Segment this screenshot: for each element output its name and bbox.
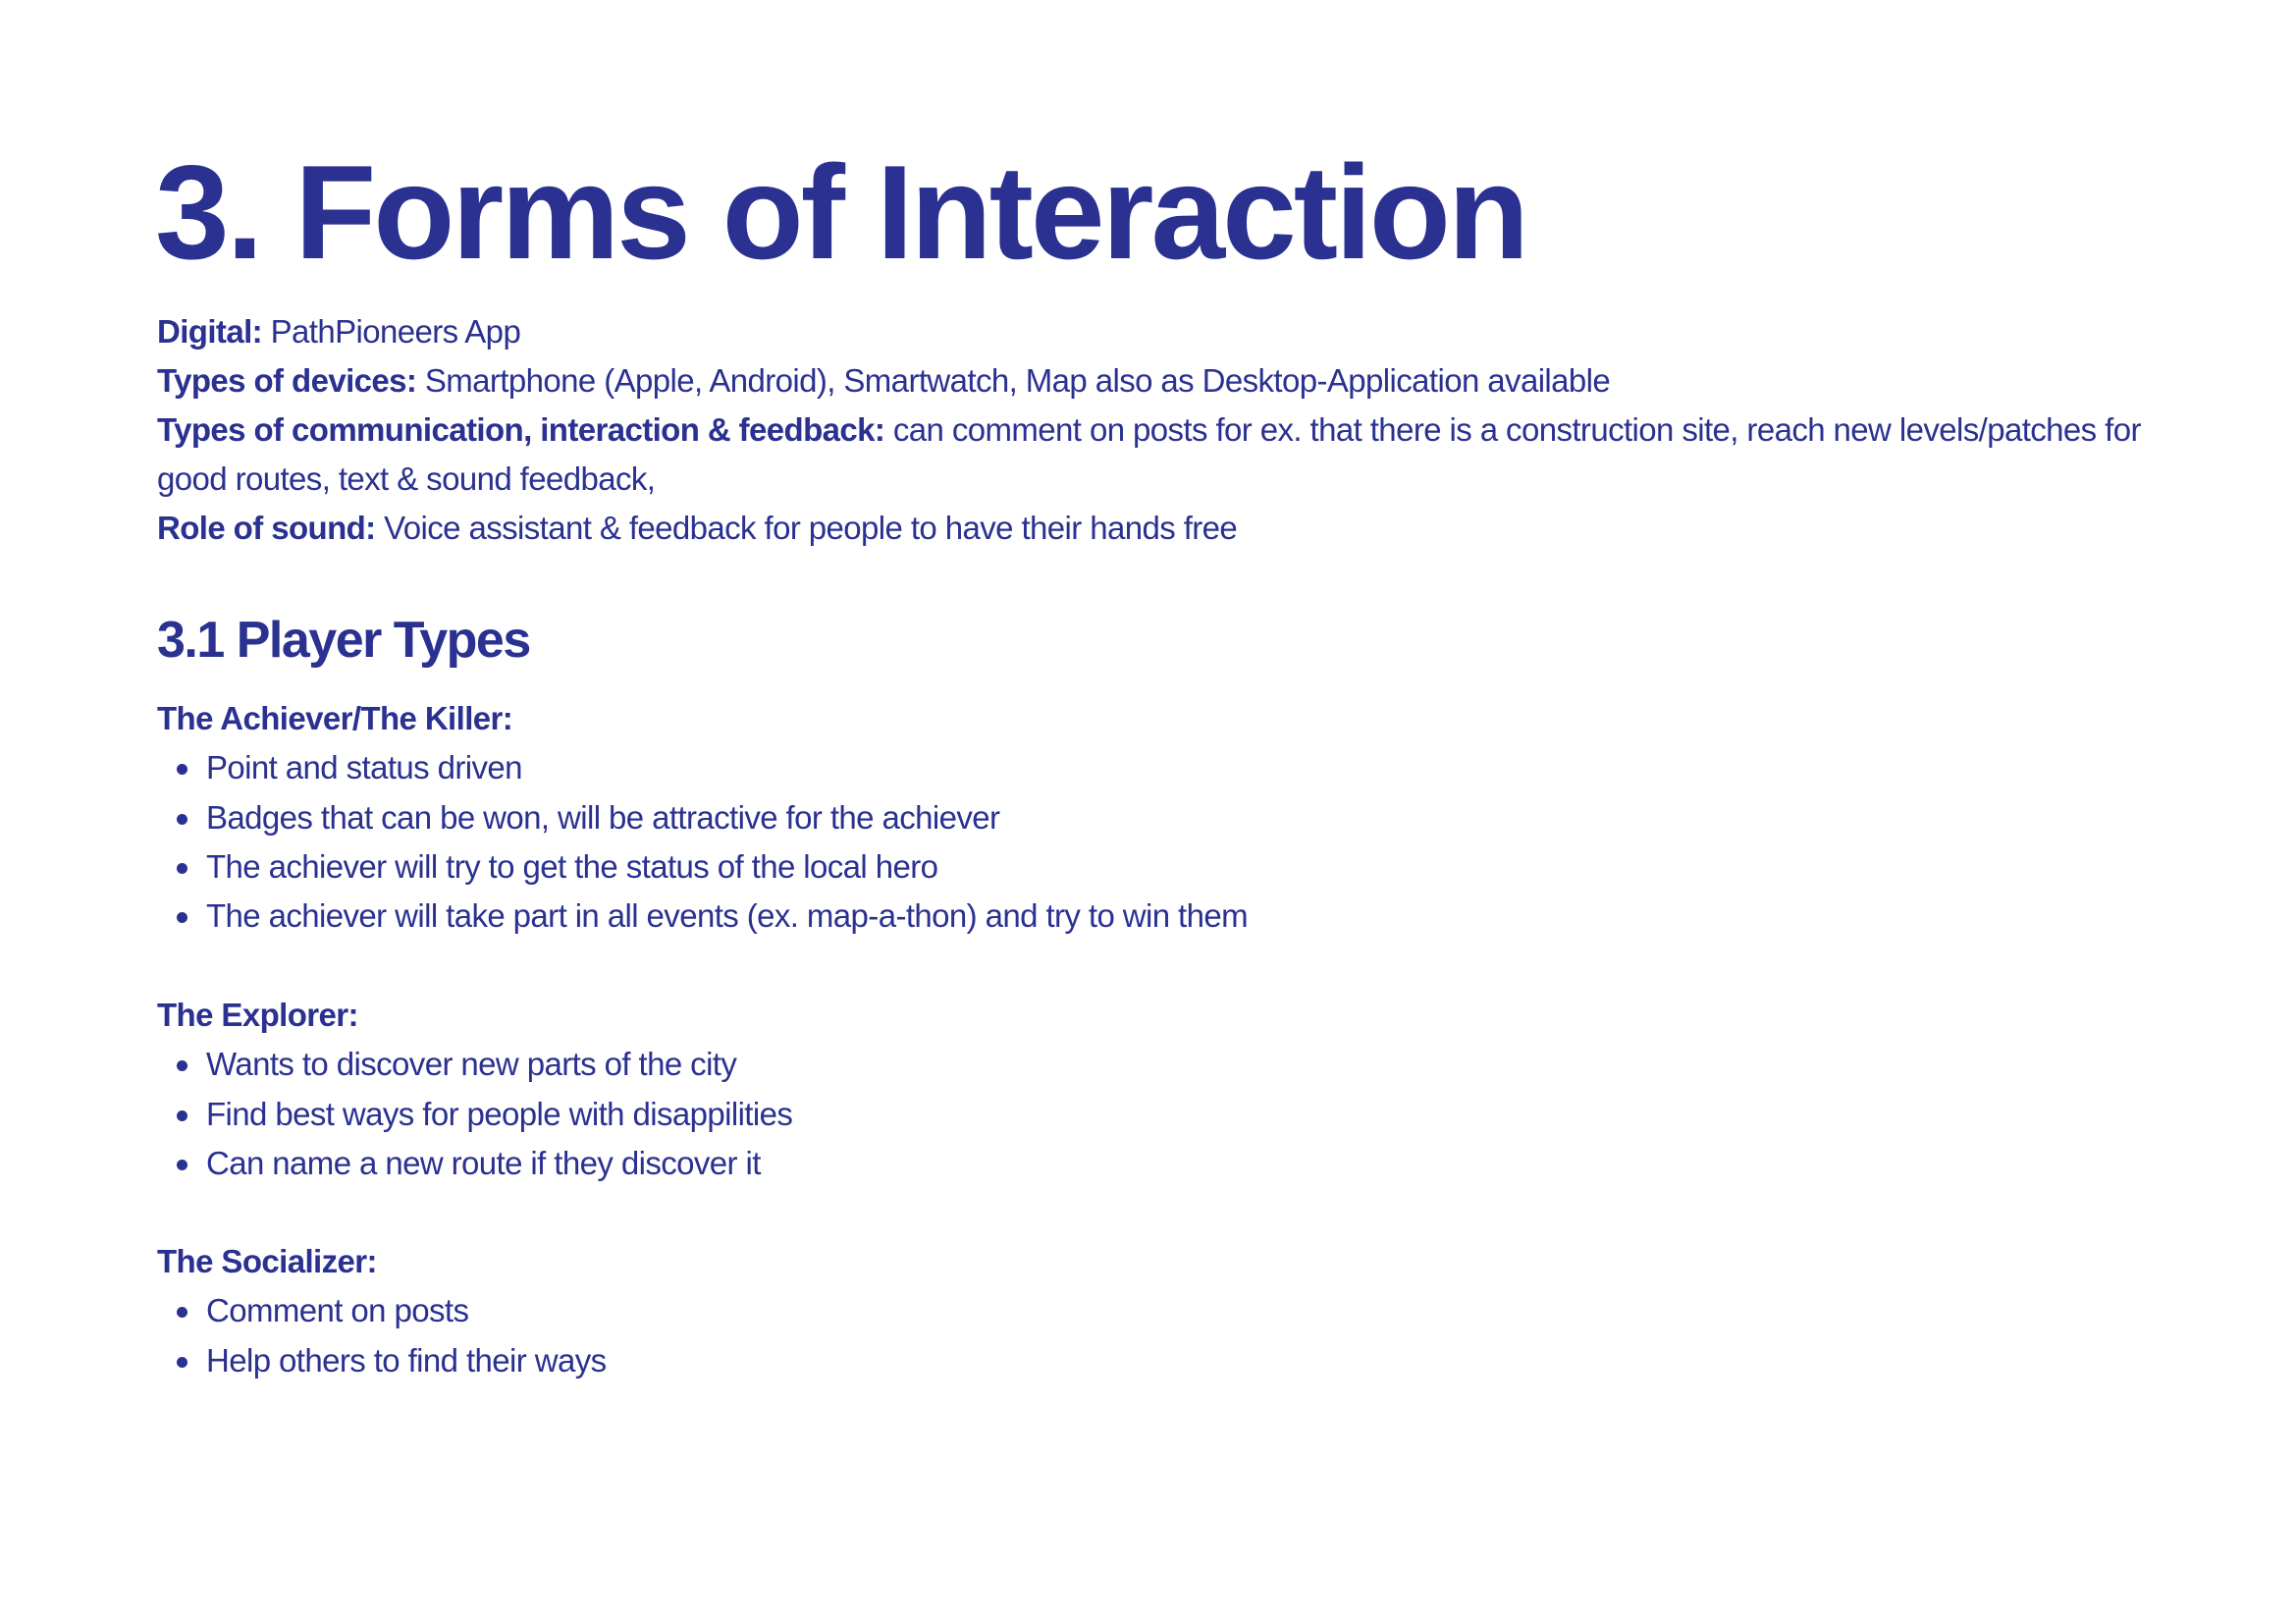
bullet-icon (177, 863, 187, 874)
meta-communication (157, 406, 2160, 504)
list-item (157, 1286, 1924, 1335)
player-type-label: The Socializer: (157, 1243, 377, 1279)
bullet-icon (177, 1060, 187, 1071)
player-type-achiever (157, 694, 1924, 941)
meta-value: can comment on posts for ex. that there is a construction site, reach new levels/patches for good routes, text & sound feedback, (157, 411, 2141, 497)
list-item (157, 1090, 1924, 1139)
bullet-icon (177, 1110, 187, 1121)
list-item-text: Badges that can be won, will be attractive for the achiever (206, 798, 1000, 836)
list-item-text: Point and status driven (206, 749, 522, 786)
bullet-icon (177, 814, 187, 825)
meta-value: PathPioneers App (262, 313, 521, 350)
meta-label: Digital: (157, 313, 263, 350)
list-item (157, 892, 1924, 941)
section-title: 3.1 Player Types (157, 612, 530, 669)
meta-devices (157, 356, 2160, 406)
meta-sound (157, 504, 2160, 553)
interaction-overview (157, 307, 2160, 553)
bullet-icon (177, 1160, 187, 1170)
list-item-text: Can name a new route if they discover it (206, 1144, 761, 1181)
bullet-icon (177, 912, 187, 923)
list-item-text: Find best ways for people with disappilities (206, 1095, 793, 1132)
meta-value: Smartphone (Apple, Android), Smartwatch, Map also as Desktop-Application available (416, 362, 1611, 399)
list-item (157, 1139, 1924, 1188)
list-item (157, 793, 1924, 842)
bullet-icon (177, 1307, 187, 1318)
player-type-label: The Achiever/The Killer: (157, 700, 513, 736)
page-title: 3. Forms of Interaction (155, 137, 1526, 287)
list-item-text: The achiever will take part in all events (ex. map-a-thon) and try to win them (206, 897, 1249, 935)
player-type-explorer (157, 991, 1924, 1188)
player-type-socializer (157, 1237, 1924, 1385)
meta-digital (157, 307, 2160, 356)
meta-label: Types of communication, interaction & feedback: (157, 411, 885, 448)
list-item-text: Wants to discover new parts of the city (206, 1046, 737, 1083)
bullet-list (157, 1286, 1924, 1385)
meta-label: Role of sound: (157, 510, 376, 546)
bullet-icon (177, 764, 187, 775)
bullet-list (157, 743, 1924, 941)
list-item (157, 1336, 1924, 1385)
list-item-text: Comment on posts (206, 1292, 469, 1329)
list-item (157, 842, 1924, 892)
list-item (157, 1040, 1924, 1089)
player-type-label: The Explorer: (157, 997, 358, 1033)
bullet-list (157, 1040, 1924, 1188)
list-item-text: Help others to find their ways (206, 1341, 607, 1379)
meta-label: Types of devices: (157, 362, 417, 399)
bullet-icon (177, 1357, 187, 1368)
meta-value: Voice assistant & feedback for people to have their hands free (375, 510, 1238, 546)
list-item (157, 743, 1924, 792)
list-item-text: The achiever will try to get the status of the local hero (206, 847, 938, 885)
